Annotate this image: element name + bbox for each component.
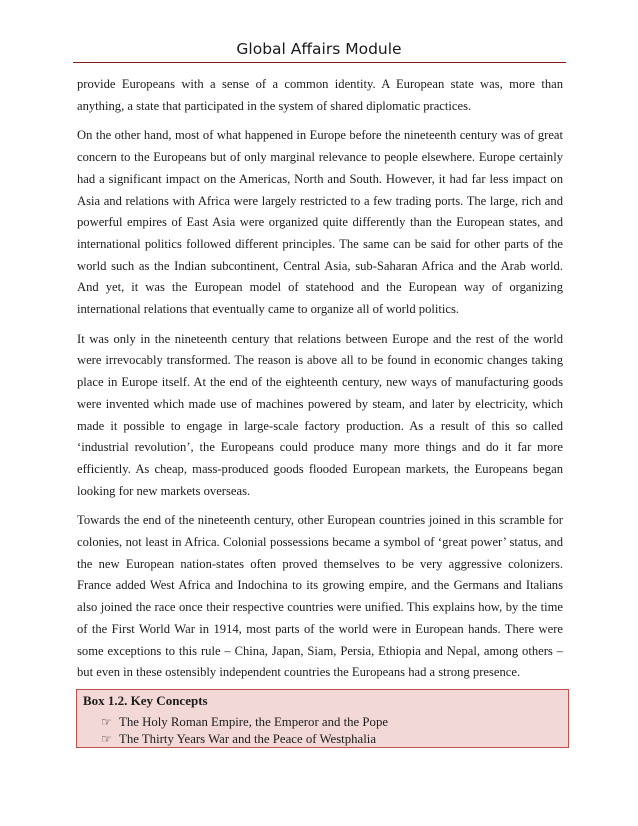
pointing-hand-icon: ☞ xyxy=(101,732,112,746)
list-item xyxy=(101,714,388,731)
key-concepts-title: Box 1.2. Key Concepts xyxy=(83,693,208,708)
document-body xyxy=(77,74,563,692)
header-divider xyxy=(73,62,566,63)
page-header-title: Global Affairs Module xyxy=(236,40,402,58)
paragraph-3: It was only in the nineteenth century that relations between Europe and the rest of the world were irrevocably transformed. The reason is above all to be found in economic changes taking place in Europe itself. At the end of the eighteenth century, new ways of manufacturing goods were invented which made use of machines powered by steam, and later by electricity, which made it possible to engage in large-scale factory production. As a result of this so called ‘industrial revolution’, the Europeans could produce many more things and do it far more efficiently. As cheap, mass-produced goods flooded European markets, the Europeans began looking for new markets overseas. xyxy=(77,331,563,498)
list-item-label: The Holy Roman Empire, the Emperor and the Pope xyxy=(119,715,389,729)
list-item-label: The Thirty Years War and the Peace of Westphalia xyxy=(119,732,377,746)
key-concepts-box xyxy=(76,689,569,748)
paragraph-1: provide Europeans with a sense of a common identity. A European state was, more than anything, a state that participated in the system of shared diplomatic practices. xyxy=(77,77,563,113)
key-concepts-list xyxy=(101,714,388,748)
paragraph-2: On the other hand, most of what happened in Europe before the nineteenth century was of great concern to the Europeans but of only marginal relevance to people elsewhere. Europe certainly had a significant impact on the Americas, North and South. However, it had far less impact on Asia and relations with Africa were largely restricted to a few trading ports. The large, rich and powerful empires of East Asia were organized quite differently than the European states, and international politics followed different principles. The same can be said for other parts of the world such as the Indian subcontinent, Central Asia, sub-Saharan Africa and the Arab world. And yet, it was the European model of statehood and the European way of organizing international relations that eventually came to organize all of world politics. xyxy=(77,128,563,317)
list-item xyxy=(101,731,388,748)
paragraph-4: Towards the end of the nineteenth century, other European countries joined in this scramble for colonies, not least in Africa. Colonial possessions became a symbol of ‘great power’ status, and the new European nation-states often proved themselves to be very aggressive colonizers. France added West Africa and Indochina to its growing empire, and the Germans and Italians also joined the race once their respective countries were unified. This explains how, by the time of the First World War in 1914, most parts of the world were in European hands. There were some exceptions to this rule – China, Japan, Siam, Persia, Ethiopia and Nepal, among others – but even in these ostensibly independent countries the Europeans had a strong presence. xyxy=(77,513,563,680)
pointing-hand-icon: ☞ xyxy=(101,715,112,729)
